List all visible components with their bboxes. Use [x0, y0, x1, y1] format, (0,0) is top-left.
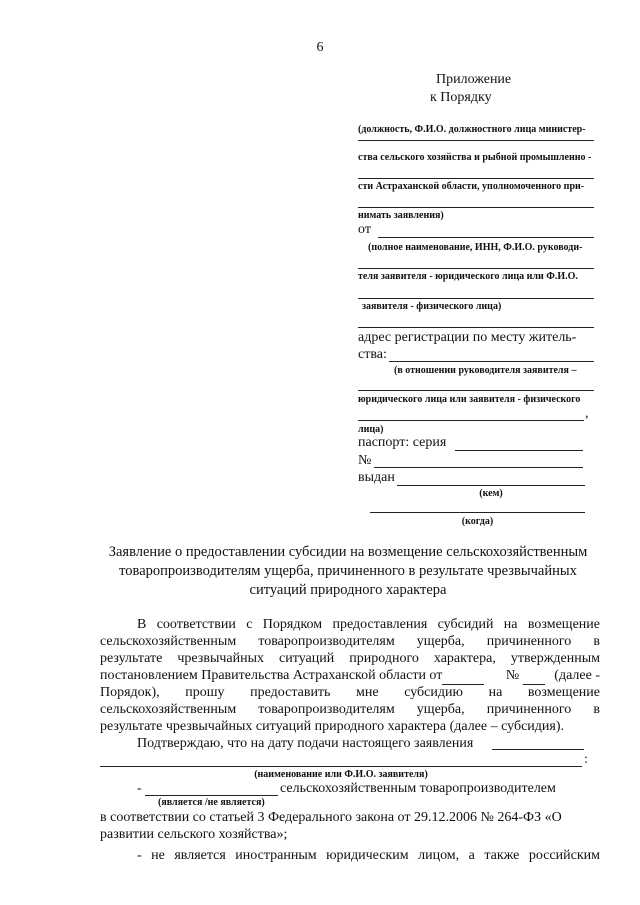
- p1-line-4-text: постановлением Правительства Астраханской области от: [100, 668, 443, 683]
- p1-line-7: результате чрезвычайных ситуаций природного характера (далее – субсидия).: [100, 719, 565, 734]
- date-field[interactable]: [442, 668, 484, 685]
- p3-line-2: в соответствии со статьей 3 Федерального закона от 29.12.2006 № 264-ФЗ «О: [100, 810, 562, 825]
- applicant-line-3[interactable]: [358, 327, 594, 328]
- address-caption-3: лица): [358, 424, 384, 435]
- address-field[interactable]: [389, 361, 594, 362]
- status-caption: (является /не является): [158, 797, 265, 808]
- confirm-field-a[interactable]: [492, 749, 584, 750]
- applicant-line-2[interactable]: [358, 298, 594, 299]
- status-field[interactable]: [145, 795, 278, 796]
- p4-line-1: - не является иностранным юридическим лицом, а также российским: [137, 848, 600, 863]
- official-line-3[interactable]: [358, 207, 594, 208]
- passport-issued-field[interactable]: [397, 485, 585, 486]
- p1-line-1: В соответствии с Порядком предоставления субсидий на возмещение: [137, 617, 600, 632]
- p3-text: сельскохозяйственным товаропроизводителем: [280, 781, 556, 796]
- title-line-3: ситуаций природного характера: [249, 582, 447, 598]
- p1-line-5: Порядок), прошу предоставить мне субсидию на возмещение: [100, 685, 600, 700]
- address-comma: ,: [585, 406, 589, 421]
- address-line-b[interactable]: [358, 420, 584, 421]
- number-sign: №: [505, 668, 520, 683]
- applicant-name-field[interactable]: [100, 766, 582, 767]
- applicant-caption-3: заявителя - физического лица): [362, 301, 502, 312]
- title-line-2: товаропроизводителям ущерба, причиненного в результате чрезвычайных: [119, 563, 577, 579]
- from-field[interactable]: [378, 237, 594, 238]
- address-line-a[interactable]: [358, 390, 594, 391]
- passport-number-field[interactable]: [374, 467, 583, 468]
- from-label: от: [358, 222, 371, 237]
- official-line-1[interactable]: [358, 140, 594, 141]
- applicant-caption-2: теля заявителя - юридического лица или Ф.И.О.: [358, 271, 578, 282]
- official-caption-4: нимать заявления): [358, 210, 444, 221]
- passport-number-label: №: [358, 453, 372, 468]
- p2-colon: :: [584, 752, 588, 767]
- passport-series-label: паспорт: серия: [358, 435, 447, 450]
- address-line2: ства:: [358, 347, 387, 362]
- address-caption-2: юридического лица или заявителя - физического: [358, 394, 581, 405]
- page-number: 6: [316, 40, 324, 55]
- passport-series-field[interactable]: [455, 450, 583, 451]
- p3-dash: -: [137, 781, 142, 796]
- number-field[interactable]: [523, 668, 545, 685]
- official-caption-3: сти Астраханской области, уполномоченного при-: [358, 181, 585, 192]
- title-line-1: Заявление о предоставлении субсидии на возмещение сельскохозяйственным: [108, 544, 588, 560]
- p1-line-6: сельскохозяйственным товаропроизводителям ущерба, причиненного в: [100, 702, 600, 717]
- official-line-2[interactable]: [358, 178, 594, 179]
- passport-when-field[interactable]: [370, 512, 585, 513]
- passport-by-whom-caption: (кем): [479, 488, 503, 499]
- applicant-caption-1: (полное наименование, ИНН, Ф.И.О. руководи-: [368, 242, 583, 253]
- address-line1: адрес регистрации по месту житель-: [358, 330, 577, 345]
- p1-line-4: [100, 668, 600, 685]
- p2-line-1: Подтверждаю, что на дату подачи настоящего заявления: [137, 736, 474, 751]
- applicant-line-1[interactable]: [358, 268, 594, 269]
- applicant-name-caption: (наименование или Ф.И.О. заявителя): [254, 769, 428, 780]
- document-title: [88, 543, 608, 600]
- official-caption-1: (должность, Ф.И.О. должностного лица министер-: [358, 124, 586, 135]
- p1-line-3: результате чрезвычайных ситуаций природного характера, утвержденным: [100, 651, 600, 666]
- p1-line-2: сельскохозяйственным товаропроизводителям ущерба, причиненного в: [100, 634, 600, 649]
- appendix-line1: Приложение: [436, 72, 512, 87]
- p1-line-4-end: (далее -: [554, 668, 600, 683]
- official-caption-2: ства сельского хозяйства и рыбной промышленно -: [358, 152, 592, 163]
- passport-when-caption: (когда): [461, 516, 494, 527]
- appendix-line2: к Порядку: [430, 90, 492, 105]
- passport-issued-label: выдан: [358, 470, 395, 485]
- p3-line-3: развитии сельского хозяйства»;: [100, 827, 288, 842]
- address-caption-1: (в отношении руководителя заявителя –: [394, 365, 577, 376]
